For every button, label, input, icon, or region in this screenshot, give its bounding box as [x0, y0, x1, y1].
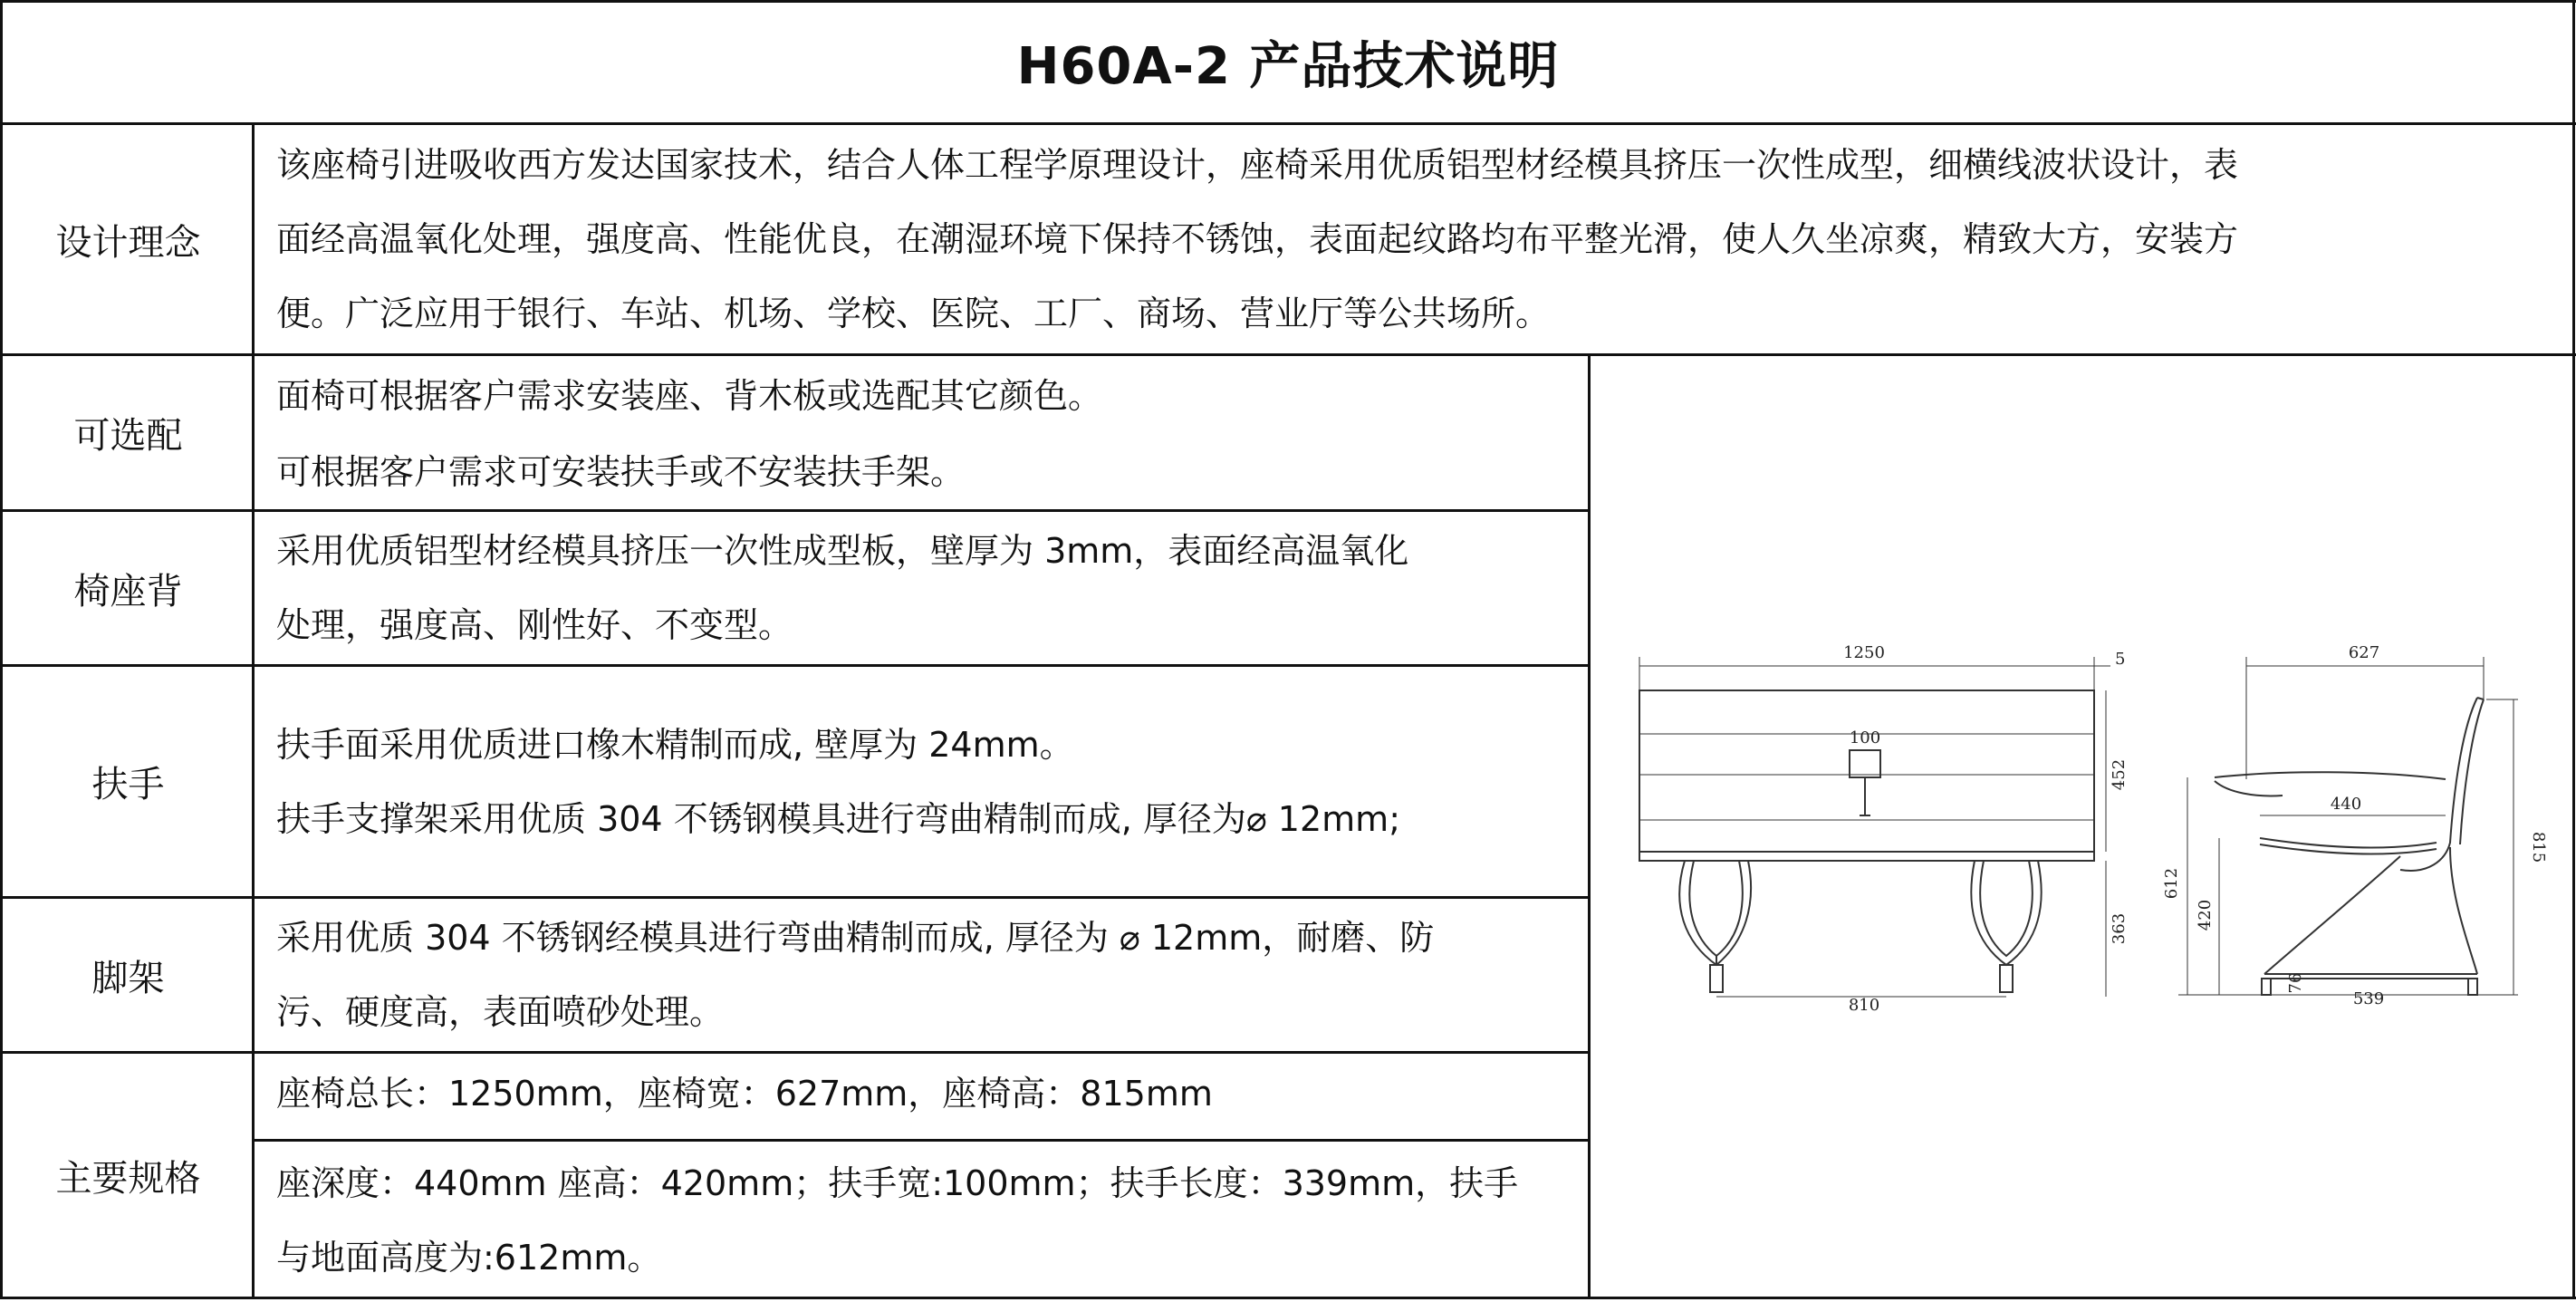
dim-thickness: 5 — [2115, 650, 2126, 669]
front-backrest — [1639, 690, 2094, 861]
armrest-line-1: 扶手面采用优质进口橡木精制而成, 壁厚为 24mm。 — [276, 725, 1074, 765]
row-divider-specs — [254, 1139, 1590, 1142]
label-design-concept: 设计理念 — [55, 221, 201, 264]
front-armrest — [1850, 750, 1880, 777]
dim-leg-span: 810 — [1848, 996, 1880, 1015]
side-foot-front — [2262, 979, 2271, 995]
dim-height-upper: 452 — [2110, 758, 2129, 791]
side-leg-back — [2450, 847, 2477, 974]
design-line-2: 面经高温氧化处理，强度高、性能优良，在潮湿环境下保持不锈蚀，表面起纹路均布平整光滑，使人久坐凉爽，精致大方，安装方 — [276, 219, 2239, 259]
label-seat-back: 椅座背 — [73, 570, 183, 612]
dim-seat-height: 420 — [2196, 899, 2215, 931]
specs-line-1: 座椅总长：1250mm，座椅宽：627mm，座椅高：815mm — [276, 1074, 1213, 1114]
seatback-line-1: 采用优质铝型材经模具挤压一次性成型板，壁厚为 3mm，表面经高温氧化 — [276, 531, 1409, 571]
dim-arm-height: 612 — [2162, 867, 2181, 900]
chair-technical-drawing — [1590, 356, 2573, 1299]
armrest-line-2: 扶手支撑架采用优质 304 不锈钢模具进行弯曲精制而成, 厚径为⌀ 12mm; — [276, 799, 1400, 839]
design-line-1: 该座椅引进吸收西方发达国家技术，结合人体工程学原理设计，座椅采用优质铝型材经模具挤压一次性成型，细横线波状设计，表 — [276, 145, 2239, 185]
side-armrest — [2215, 772, 2446, 779]
dim-base: 539 — [2352, 989, 2385, 1008]
side-dimensions — [2162, 643, 2548, 1008]
specs-line-2: 座深度：440mm 座高：420mm；扶手宽:100mm；扶手长度：339mm，扶手 — [276, 1163, 1519, 1203]
legs-line-1: 采用优质 304 不锈钢经模具进行弯曲精制而成, 厚径为 ⌀ 12mm，耐磨、防 — [276, 918, 1435, 958]
dim-seat-depth: 440 — [2330, 795, 2362, 814]
label-armrest: 扶手 — [91, 764, 165, 805]
options-line-1: 面椅可根据客户需求安装座、背木板或选配其它颜色。 — [276, 376, 1103, 416]
side-seat — [2260, 838, 2437, 847]
seatback-line-2: 处理，强度高、刚性好、不变型。 — [276, 605, 793, 645]
side-foot-back — [2468, 979, 2477, 995]
side-leg-front — [2264, 856, 2400, 974]
options-line-2: 可根据客户需求可安装扶手或不安装扶手架。 — [276, 452, 966, 492]
front-dimensions — [1843, 643, 2129, 1015]
dim-height-lower: 363 — [2110, 912, 2129, 945]
front-foot-left — [1710, 965, 1723, 992]
page-title: H60A-2 产品技术说明 — [1016, 36, 1560, 96]
specs-line-3: 与地面高度为:612mm。 — [276, 1238, 662, 1278]
design-line-3: 便。广泛应用于银行、车站、机场、学校、医院、工厂、商场、营业厅等公共场所。 — [276, 294, 1551, 333]
front-foot-right — [2000, 965, 2013, 992]
label-legs: 脚架 — [91, 957, 165, 999]
dim-armrest-width: 100 — [1849, 728, 1881, 747]
dim-foot: 76 — [2286, 972, 2305, 994]
front-view — [1639, 657, 2110, 997]
label-specs: 主要规格 — [55, 1157, 201, 1200]
legs-line-2: 污、硬度高，表面喷砂处理。 — [276, 992, 725, 1032]
label-options: 可选配 — [73, 415, 183, 457]
front-seat-bar — [1639, 852, 2094, 861]
dim-width: 1250 — [1843, 643, 1885, 662]
dim-total-height: 815 — [2529, 831, 2548, 863]
dim-depth: 627 — [2348, 643, 2380, 662]
side-view — [2178, 657, 2518, 995]
